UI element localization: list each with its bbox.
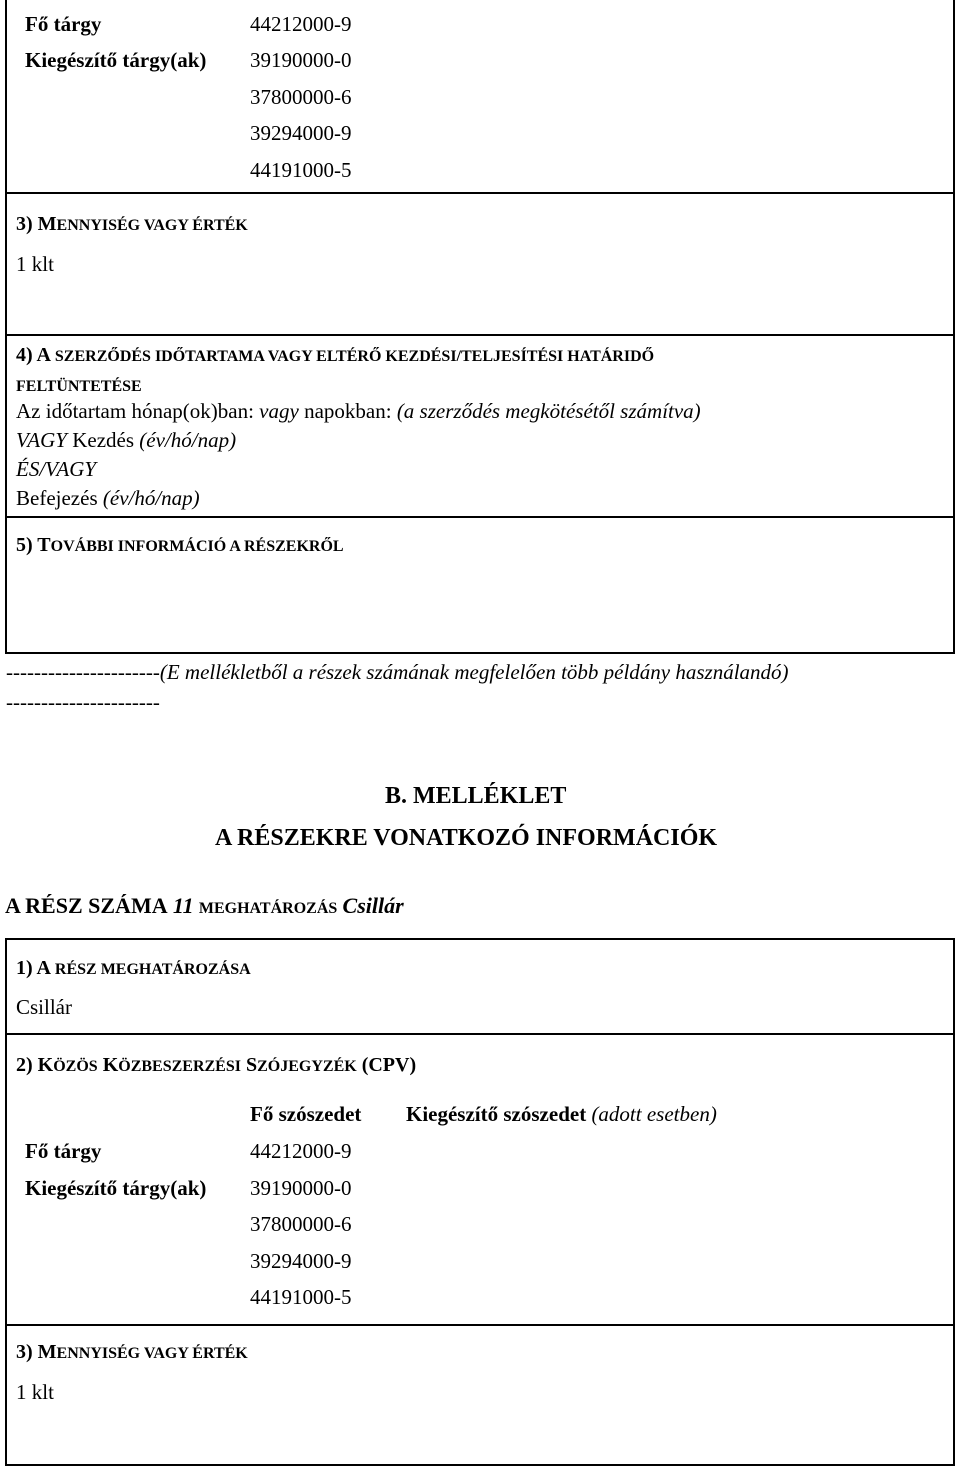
supplementary-object-label: Kiegészítő tárgy(ak) [25, 48, 207, 72]
cpv-continuation-box [5, 0, 955, 194]
end-date-line: Befejezés (év/hó/nap) [16, 486, 200, 510]
cpv-main-vocabulary-header: Fő szószedet [250, 1102, 362, 1126]
supplementary-object-label: Kiegészítő tárgy(ak) [25, 1176, 207, 1200]
lot-definition-heading: 1) A RÉSZ MEGHATÁROZÁSA [16, 957, 251, 979]
cpv-supplementary-vocabulary-header: Kiegészítő szószedet (adott esetben) [406, 1102, 717, 1126]
supplementary-code: 39294000-9 [250, 121, 352, 145]
quantity-value: 1 klt [16, 252, 54, 276]
main-object-label: Fő tárgy [25, 12, 102, 36]
quantity-heading: 3) MENNYISÉG VAGY ÉRTÉK [16, 213, 248, 235]
separator-note: ----------------------(E mellékletből a részek számának megfelelően több példány használandó) [6, 660, 789, 684]
lot-definition-value: Csillár [16, 995, 72, 1019]
and-or-line: ÉS/VAGY [16, 457, 97, 481]
lot-definition-box [5, 938, 955, 1035]
quantity-heading: 3) MENNYISÉG VAGY ÉRTÉK [16, 1341, 248, 1363]
supplementary-code: 44191000-5 [250, 1285, 352, 1309]
separator-dashes: ---------------------- [6, 690, 160, 714]
main-object-code: 44212000-9 [250, 12, 352, 36]
cpv-heading: 2) KÖZÖS KÖZBESZERZÉSI SZÓJEGYZÉK (CPV) [16, 1054, 417, 1076]
supplementary-code: 39190000-0 [250, 1176, 352, 1200]
supplementary-code: 39190000-0 [250, 48, 352, 72]
main-object-code: 44212000-9 [250, 1139, 352, 1163]
lot-number-line: A RÉSZ SZÁMA 11 MEGHATÁROZÁS Csillár [5, 893, 404, 918]
supplementary-code: 39294000-9 [250, 1249, 352, 1273]
supplementary-code: 44191000-5 [250, 158, 352, 182]
duration-heading: 4) A SZERZŐDÉS IDŐTARTAMA VAGY ELTÉRŐ KEZDÉSI/TELJESÍTÉSI HATÁRIDŐ [16, 344, 655, 366]
quantity-value: 1 klt [16, 1380, 54, 1404]
supplementary-code: 37800000-6 [250, 1212, 352, 1236]
duration-line: Az időtartam hónap(ok)ban: vagy napokban: (a szerződés megkötésétől számítva) [16, 399, 701, 423]
supplementary-code: 37800000-6 [250, 85, 352, 109]
annex-title: B. MELLÉKLET [385, 783, 567, 809]
start-date-line: VAGY Kezdés (év/hó/nap) [16, 428, 237, 452]
further-info-heading: 5) TOVÁBBI INFORMÁCIÓ A RÉSZEKRŐL [16, 534, 344, 556]
main-object-label: Fő tárgy [25, 1139, 102, 1163]
annex-subtitle: A RÉSZEKRE VONATKOZÓ INFORMÁCIÓK [215, 825, 718, 851]
duration-heading-line2: FELTÜNTETÉSE [16, 378, 142, 395]
